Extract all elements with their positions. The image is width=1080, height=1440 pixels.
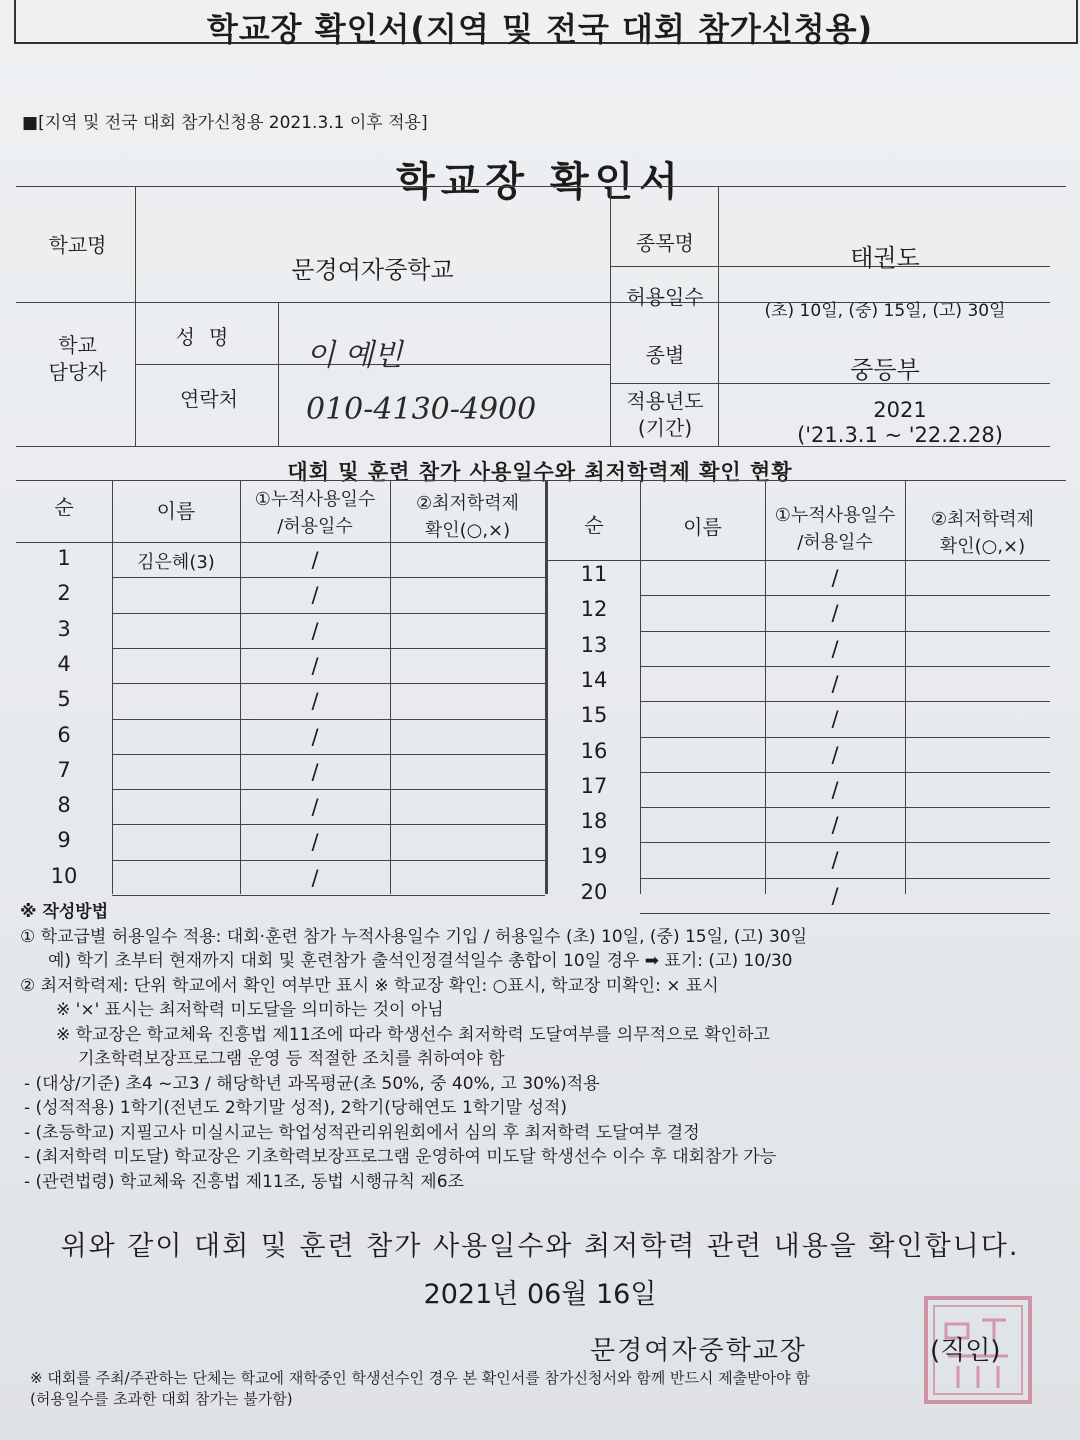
seal-label: (직인) bbox=[930, 1336, 1001, 1366]
row-rule bbox=[112, 648, 545, 649]
year-label: 적용년도 (기간) bbox=[626, 389, 704, 440]
sport-value: 태권도 bbox=[850, 244, 920, 272]
row-order: 16 bbox=[580, 738, 608, 763]
row-days: / bbox=[311, 583, 319, 608]
row-rule bbox=[112, 860, 545, 861]
row-days: / bbox=[831, 848, 839, 873]
row-order: 2 bbox=[57, 581, 71, 606]
school-contact-label: 학교 담당자 bbox=[48, 333, 107, 384]
division-value: 중등부 bbox=[850, 356, 920, 384]
instruction-line: - (최저학력 미도달) 학교장은 기초학력보장프로그램 운영하여 미도달 학생선수 이수 후 대회참가 가능 bbox=[24, 1147, 777, 1167]
row-order: 15 bbox=[580, 703, 608, 728]
row-days: / bbox=[311, 795, 319, 820]
row-rule bbox=[112, 719, 545, 720]
contact-phone-handwritten: 010-4130-4900 bbox=[306, 392, 537, 427]
document-title: 학교장 확인서(지역 및 전국 대회 참가신청용) bbox=[206, 10, 874, 48]
row-rule bbox=[640, 666, 1050, 667]
row-order: 12 bbox=[580, 597, 608, 622]
row-days: / bbox=[831, 601, 839, 626]
row-order: 19 bbox=[580, 844, 608, 869]
row-days: / bbox=[831, 671, 839, 696]
row-days: / bbox=[311, 759, 319, 784]
right-col-order: 순 bbox=[584, 513, 604, 537]
row-rule bbox=[640, 737, 1050, 738]
row-order: 1 bbox=[57, 546, 71, 570]
school-name-value: 문경여자중학교 bbox=[291, 256, 454, 284]
principal-signature-line: 문경여자중학교장 bbox=[590, 1336, 807, 1366]
row-days: / bbox=[311, 618, 319, 643]
row-order: 14 bbox=[580, 667, 608, 692]
row-rule bbox=[112, 895, 545, 896]
rule bbox=[610, 186, 611, 446]
row-order: 9 bbox=[57, 828, 71, 853]
row-rule bbox=[640, 878, 1050, 879]
row-order: 20 bbox=[580, 879, 608, 904]
row-rule bbox=[112, 613, 545, 614]
row-order: 3 bbox=[57, 616, 71, 641]
confirmation-statement: 위와 같이 대회 및 훈련 참가 사용일수와 최저학력 관련 내용을 확인합니다. bbox=[60, 1231, 1020, 1262]
row-days: / bbox=[831, 566, 839, 590]
instruction-line: ① 학교급별 허용일수 적용: 대회·훈련 참가 누적사용일수 기입 / 허용일수 (초) 10일, (중) 15일, (고) 30일 bbox=[20, 926, 808, 947]
left-col-days: ①누적사용일수 /허용일수 bbox=[254, 489, 376, 537]
row-days: / bbox=[831, 777, 839, 802]
allowed-days-label: 허용일수 bbox=[626, 285, 704, 309]
row-rule bbox=[112, 824, 545, 825]
contact-phone-label: 연락처 bbox=[180, 387, 238, 411]
row-order: 5 bbox=[57, 687, 71, 712]
left-col-order: 순 bbox=[54, 495, 74, 519]
sport-label: 종목명 bbox=[636, 231, 694, 255]
right-col-name: 이름 bbox=[683, 515, 722, 539]
footnote: ※ 대회를 주최/주관하는 단체는 학교에 재학중인 학생선수인 경우 본 확인서를 참가신청서와 함께 반드시 제출받아야 함 (허용일수를 초과한 대회 참가는 불가함) bbox=[30, 1369, 810, 1408]
row-days: / bbox=[831, 636, 839, 661]
instructions-title: ※ 작성방법 bbox=[20, 902, 109, 922]
row-rule bbox=[640, 772, 1050, 773]
row-rule bbox=[112, 577, 545, 578]
row-order: 8 bbox=[57, 793, 71, 818]
row-days: / bbox=[311, 653, 319, 678]
instruction-line: ② 최저학력제: 단위 학교에서 확인 여부만 표시 ※ 학교장 확인: ○표시, 학교장 미확인: × 표시 bbox=[20, 975, 719, 996]
row-order: 17 bbox=[580, 773, 608, 798]
section-title: 대회 및 훈련 참가 사용일수와 최저학력제 확인 현황 bbox=[287, 460, 793, 484]
instruction-line: - (성적적용) 1학기(전년도 2학기말 성적), 2학기(당해연도 1학기말 성적) bbox=[24, 1098, 567, 1118]
row-order: 11 bbox=[580, 562, 608, 586]
applicability-note: ■[지역 및 전국 대회 참가신청용 2021.3.1 이후 적용] bbox=[22, 113, 428, 133]
row-rule bbox=[112, 754, 545, 755]
allowed-days-value: (초) 10일, (중) 15일, (고) 30일 bbox=[764, 301, 1006, 321]
row-days: / bbox=[311, 724, 319, 749]
instruction-line: - (관련법령) 학교체육 진흥법 제11조, 동법 시행규칙 제6조 bbox=[24, 1171, 464, 1192]
right-col-days: ①누적사용일수 /허용일수 bbox=[774, 505, 896, 553]
row-rule bbox=[112, 683, 545, 684]
row-days: / bbox=[311, 865, 319, 890]
instruction-line: ※ 학교장은 학교체육 진흥법 제11조에 따라 학생선수 최저학력 도달여부를 의무적으로 확인하고 bbox=[56, 1024, 770, 1045]
row-rule bbox=[16, 542, 545, 543]
year-value: 2021 ('21.3.1 ~ '22.2.28) bbox=[797, 398, 1003, 448]
instructions bbox=[20, 900, 1070, 1194]
row-order: 18 bbox=[580, 809, 608, 834]
rule bbox=[640, 480, 641, 894]
row-days: / bbox=[831, 813, 839, 838]
instruction-line: 예) 학기 초부터 현재까지 대회 및 훈련참가 출석인정결석일수 총합이 10일 경우 ➡ 표기: (고) 10/30 bbox=[48, 951, 793, 971]
school-name-label: 학교명 bbox=[48, 233, 107, 257]
instruction-line: - (대상/기준) 초4 ~고3 / 해당학년 과목평균(초 50%, 중 40%, 고 30%)적용 bbox=[24, 1073, 600, 1094]
row-order: 4 bbox=[57, 651, 71, 676]
rule bbox=[718, 186, 719, 446]
row-rule bbox=[640, 595, 1050, 596]
rule bbox=[16, 186, 1066, 187]
row-rule bbox=[640, 701, 1050, 702]
rule bbox=[135, 186, 136, 446]
row-rule bbox=[640, 807, 1050, 808]
left-col-check: ②최저학력제 확인(○,×) bbox=[415, 493, 520, 541]
row-days: / bbox=[831, 742, 839, 767]
division-label: 종별 bbox=[645, 343, 685, 367]
row-days: / bbox=[311, 830, 319, 855]
issue-date: 2021년 06월 16일 bbox=[423, 1279, 657, 1310]
form-title: 학교장 확인서 bbox=[396, 159, 684, 205]
row-name: 김은혜(3) bbox=[137, 552, 215, 573]
row-rule bbox=[112, 789, 545, 790]
square-bullet-icon: ■ bbox=[22, 113, 39, 133]
row-order: 7 bbox=[57, 757, 71, 782]
row-days: / bbox=[831, 883, 839, 908]
row-days: / bbox=[311, 548, 319, 572]
rule bbox=[16, 480, 1066, 481]
contact-name-handwritten: 이 예빈 bbox=[306, 338, 403, 373]
contact-name-label: 성명 bbox=[175, 325, 243, 349]
rule bbox=[278, 302, 279, 446]
left-col-name: 이름 bbox=[156, 499, 196, 523]
row-order: 6 bbox=[57, 722, 71, 747]
row-rule bbox=[548, 560, 1050, 561]
row-order: 13 bbox=[580, 632, 608, 657]
instruction-line: - (초등학교) 지필고사 미실시교는 학업성적관리위원회에서 심의 후 최저학력 도달여부 결정 bbox=[24, 1122, 700, 1143]
row-days: / bbox=[831, 707, 839, 732]
instruction-line: 기초학력보장프로그램 운영 등 적절한 조치를 취하여야 함 bbox=[78, 1049, 505, 1069]
right-col-check: ②최저학력제 확인(○,×) bbox=[930, 509, 1035, 557]
instruction-line: ※ '×' 표시는 최저학력 미도달을 의미하는 것이 아님 bbox=[56, 1000, 444, 1020]
row-days: / bbox=[311, 689, 319, 714]
row-rule bbox=[640, 631, 1050, 632]
row-order: 10 bbox=[50, 863, 78, 888]
row-rule bbox=[640, 842, 1050, 843]
